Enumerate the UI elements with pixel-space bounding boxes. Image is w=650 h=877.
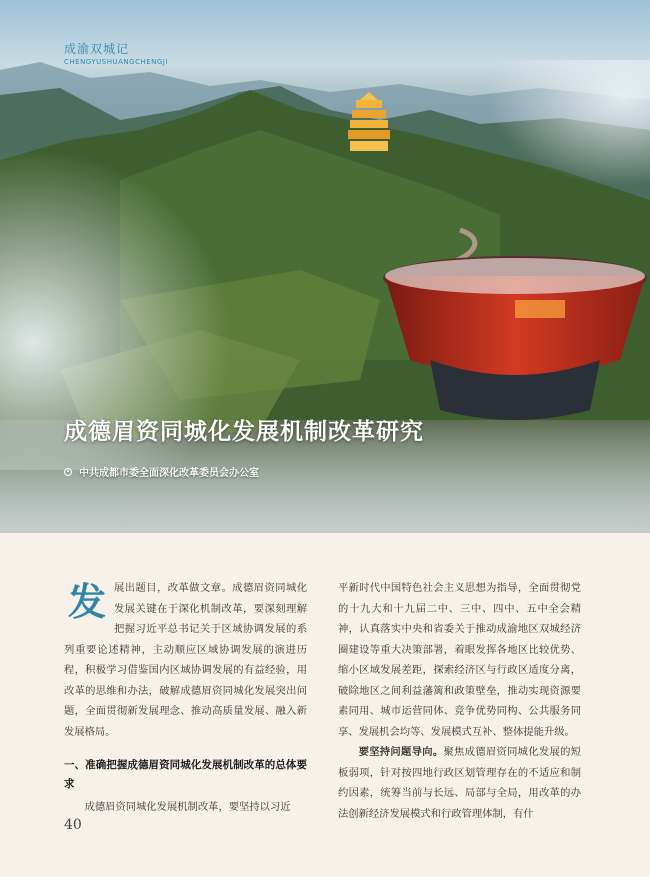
column-tag xyxy=(64,40,168,66)
dropcap: 发 xyxy=(68,580,107,624)
bullet-icon xyxy=(64,468,72,476)
author-line xyxy=(64,464,259,479)
text-column-right xyxy=(338,578,581,824)
intro-text: 展出题目，改革做文章。成德眉资同城化发展关键在于深化机制改革，要深刻理解把握习近平总书记关于区域协调发展的系列重要论述精神，主动顺应区域协调发展的演进历程，积极学习借鉴国内区域协调发展的有益经验，用改革的思维和办法，破解成德眉资同城化发展突出问题，全面贯彻新发展理念、推动高质量发展、融入新发展格局。 xyxy=(64,582,307,738)
paragraph: 平新时代中国特色社会主义思想为指导，全面贯彻党的十九大和十九届二中、三中、四中、五中全会精神，认真落实中央和省委关于推动成渝地区双城经济圈建设等重大决策部署，着眼发挥各地区比较优势、缩小区域发展差距，探索经济区与行政区适度分离，破除地区之间利益藩篱和政策壁垒，推动实现资源要素同用、城市运营同体、竞争优势同构、公共服务同享、发展机会均等、发展模式互补、整体提能升级。 xyxy=(338,582,581,738)
paragraph-text: 聚焦成德眉资同城化发展的短板弱项，针对按四地行政区划管理存在的不适应和制约因素，统筹当前与长远、局部与全局，用改革的办法创新经济发展模式和行政管理体制，有什 xyxy=(338,746,581,820)
column-name: 成渝双城记 xyxy=(64,42,130,56)
section-heading: 一、准确把握成德眉资同城化发展机制改革的总体要求 xyxy=(64,759,307,790)
column-name-pinyin: CHENGYUSHUANGCHENGJI xyxy=(64,58,168,66)
page-number: 40 xyxy=(64,817,82,833)
lead-phrase: 要坚持问题导向。 xyxy=(358,746,444,758)
article-title: 成德眉资同城化发展机制改革研究 xyxy=(64,419,424,445)
paragraph-intro xyxy=(64,578,307,742)
text-column-left xyxy=(64,578,307,818)
paragraph xyxy=(338,742,581,824)
paragraph: 成德眉资同城化发展机制改革，要坚持以习近 xyxy=(84,801,291,813)
author-name: 中共成都市委全面深化改革委员会办公室 xyxy=(79,468,259,479)
